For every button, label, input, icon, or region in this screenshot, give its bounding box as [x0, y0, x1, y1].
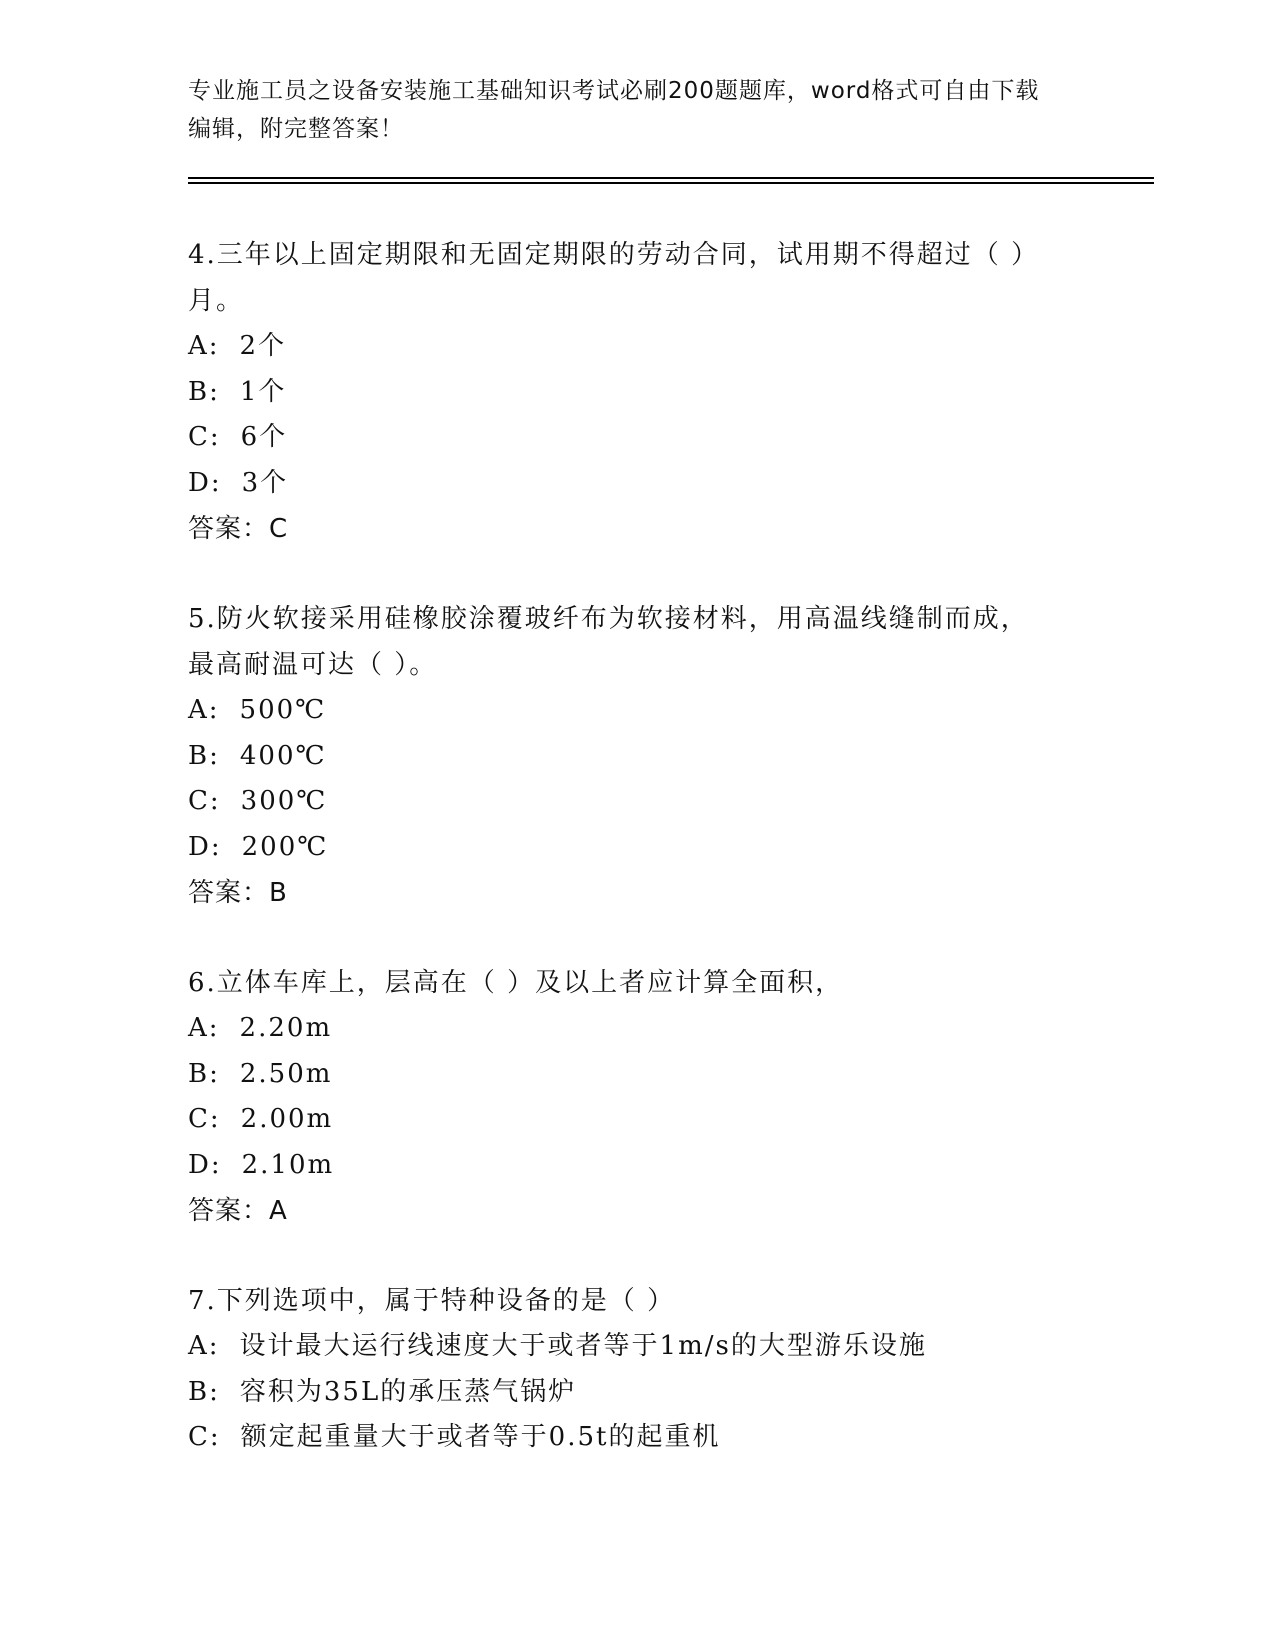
question-stem-line-2: 最高耐温可达（ ）。	[188, 650, 438, 680]
option-text: 额定起重量大于或者等于0.5t的起重机	[240, 1422, 721, 1452]
option-letter: A:	[188, 695, 220, 725]
option-letter: B:	[188, 376, 220, 407]
question-4	[188, 232, 1088, 552]
option-a	[188, 324, 1088, 370]
option-c	[188, 1097, 1088, 1143]
option-text: 设计最大运行线速度大于或者等于1m/s的大型游乐设施	[239, 1331, 927, 1361]
option-text: 300℃	[240, 786, 328, 816]
option-a	[188, 1006, 1088, 1052]
header-line-1: 专业施工员之设备安装施工基础知识考试必刷200题题库，word格式可自由下载	[188, 78, 1040, 104]
option-letter: A:	[188, 1331, 220, 1361]
option-c	[188, 415, 1088, 461]
header-line-2: 编辑，附完整答案！	[188, 116, 404, 142]
document-header	[188, 72, 1088, 148]
option-b	[188, 370, 1088, 416]
option-b	[188, 1052, 1088, 1098]
option-text: 3个	[241, 467, 289, 498]
question-stem-line-1: 6.立体车库上，层高在（ ）及以上者应计算全面积，	[188, 968, 844, 998]
option-text: 2.00m	[240, 1104, 334, 1134]
option-text: 400℃	[239, 740, 327, 771]
answer-line: 答案：A	[188, 1196, 288, 1226]
header-divider-top	[188, 177, 1154, 179]
option-text: 2.10m	[241, 1149, 335, 1180]
option-a	[188, 1324, 1088, 1370]
option-text: 2个	[239, 331, 287, 361]
option-b	[188, 1370, 1088, 1416]
option-text: 2.20m	[239, 1013, 333, 1043]
question-7	[188, 1278, 1088, 1461]
option-c	[188, 779, 1088, 825]
option-letter: C:	[188, 1104, 221, 1134]
option-letter: B:	[188, 1376, 220, 1407]
question-6	[188, 960, 1088, 1234]
option-text: 容积为35L的承压蒸气锅炉	[239, 1376, 577, 1407]
option-letter: B:	[188, 1058, 220, 1089]
option-letter: D:	[188, 1149, 222, 1180]
header-divider-bottom	[188, 182, 1154, 184]
option-text: 200℃	[241, 831, 329, 862]
option-a	[188, 688, 1088, 734]
question-stem-line-1: 4.三年以上固定期限和无固定期限的劳动合同，试用期不得超过（ ）	[188, 240, 1040, 270]
question-stem-line-1: 5.防火软接采用硅橡胶涂覆玻纤布为软接材料，用高温线缝制而成，	[188, 604, 1029, 634]
option-letter: A:	[188, 331, 220, 361]
option-letter: C:	[188, 1422, 221, 1452]
option-letter: C:	[188, 422, 221, 452]
option-c	[188, 1415, 1088, 1461]
option-letter: D:	[188, 467, 222, 498]
option-letter: A:	[188, 1013, 220, 1043]
option-d	[188, 1143, 1088, 1189]
answer-line: 答案：C	[188, 514, 289, 544]
option-text: 1个	[239, 376, 287, 407]
question-stem-line-2: 月。	[188, 286, 245, 316]
question-5	[188, 596, 1088, 916]
option-letter: B:	[188, 740, 220, 771]
option-text: 500℃	[239, 695, 327, 725]
answer-line: 答案：B	[188, 878, 288, 908]
option-text: 6个	[240, 422, 288, 452]
question-list	[188, 232, 1088, 1505]
option-d	[188, 825, 1088, 871]
option-b	[188, 734, 1088, 780]
option-letter: C:	[188, 786, 221, 816]
option-letter: D:	[188, 831, 222, 862]
option-text: 2.50m	[239, 1058, 333, 1089]
option-d	[188, 461, 1088, 507]
question-stem-line-1: 7.下列选项中，属于特种设备的是（ ）	[188, 1286, 676, 1316]
